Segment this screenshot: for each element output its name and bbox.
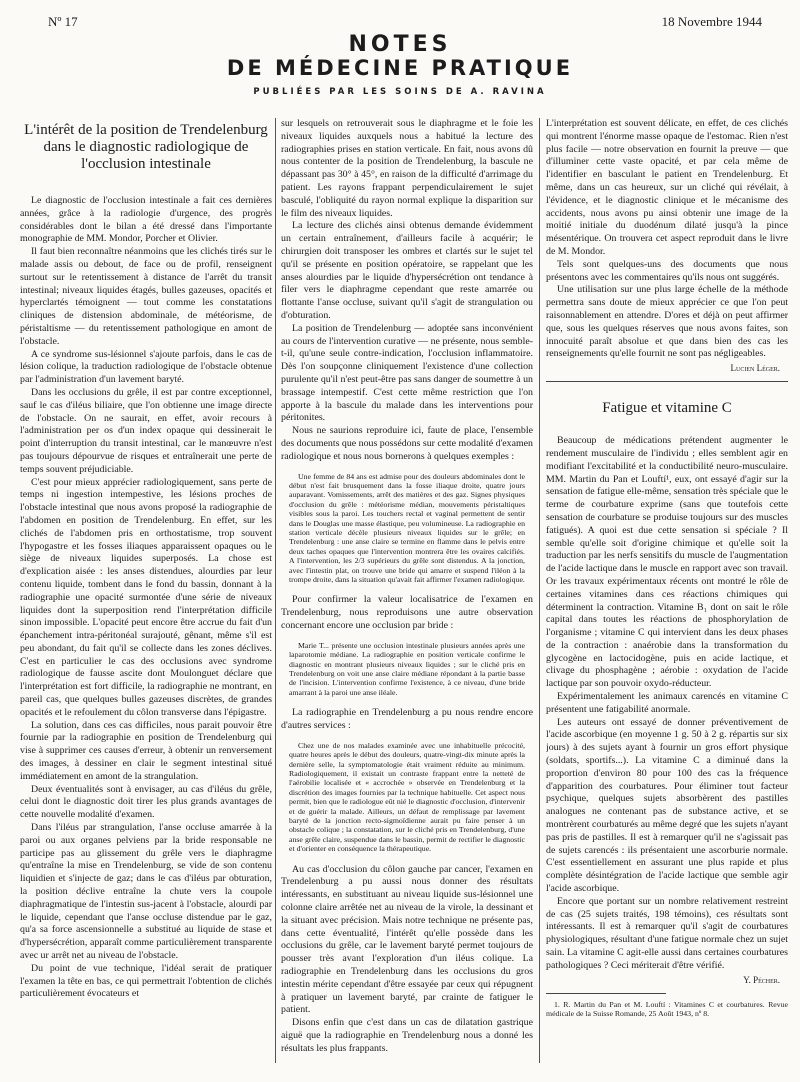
footnote-rule [546,993,666,994]
paragraph: A ce syndrome sus-lésionnel s'ajoute parfois, dans le cas de lésion colique, la traduction radiologique de l'obstacle obtenue par l'administration d'un lavement baryté. [20,348,272,386]
paragraph: L'interprétation est souvent délicate, en effet, de ces clichés qui montrent l'énorme masse opaque de l'estomac. Rien n'est plus facile — notre observation en fournit la preuve — que d'illuminer cette vaste opacité, et par cela même de l'identifier en basculant le patient en Trendelenburg. Et même, dans un cas heureux, sur un cliché qui révélait, à l'évidence, et le diagnostic clinique et le mécanisme des accidents, nous avons pu ainsi obtenir une image de la moitié initiale du duodénum dilaté jusqu'à la pince mésentérique. On trouvera cet aspect reproduit dans le livre de M. Mondor. [546,118,788,257]
paragraph: Disons enfin que c'est dans un cas de dilatation gastrique aiguë que la radiographie en Trendelenburg nous a donné les résultats les plus frappants. [281,1017,533,1054]
paragraph: Le diagnostic de l'occlusion intestinale a fait ces dernières années, grâce à la radiologie d'urgence, des progrès considérables dont le bilan a été dressé dans l'importante monographie de MM. Mondor, Porcher et Olivier. [20,195,272,245]
column-3 [546,118,788,1068]
footnote: 1. R. Martin du Pan et M. Louftí : Vitamines C et courbatures. Revue médicale de la Suisse Romande, 25 Août 1943, nº 8. [546,999,788,1019]
case-report: Marie T... présente une occlusion intestinale plusieurs années après une laparotomie médiane. La radiographie en position verticale confirme le diagnostic en montrant plusieurs niveaux liquides ; sur le cliché pris en Trendelenburg on voit une anse claire médiane répondant à la partie basse de l'incision. L'intervention confirme l'existence, à ce niveau, d'une bride amarrant à la paroi une anse iléale. [289,640,525,697]
section-rule [546,381,788,382]
paragraph: Une utilisation sur une plus large échelle de la méthode permettra sans doute de mieux apprécier ce que l'on peut raisonnablement en attendre. D'ores et déjà on peut affirmer que, sous les quelques réserves que nous avons faites, son innocuité paraît absolue et que dans bien des cas les renseignements qu'elle fournit ne sont pas négligeables. [546,284,788,360]
masthead-subtitle: PUBLIÉES PAR LES SOINS DE A. RAVINA [253,87,547,97]
paragraph: Du point de vue technique, l'idéal serait de pratiquer l'examen la tête en bas, ce qui permettrait l'obtention de clichés particulièrement évocateurs et [20,962,272,1000]
masthead-title-line1: NOTES [348,32,452,57]
article-title: L'intérêt de la position de Trendelenburg dans le diagnostic radiologique de l'occlusion intestinale [24,122,268,172]
issue-number: Nº 17 [48,14,78,29]
column-2 [281,118,533,1068]
author-signature: Lucien Léger. [730,363,780,374]
paragraph: C'est pour mieux apprécier radiologiquement, sans perte de temps ni ingestion intempestive, les lésions proches de l'obstacle intestinal que nous avons proposé la radiographie de l'abdomen en position de Trendelenburg. En effet, sur les clichés de l'abdomen pris en orthostatisme, trop souvent l'hypogastre et les fosses iliaques apparaissent opaques ou le siège de niveaux liquides superposés. La chose est d'explication aisée : les anses distendues, alourdies par leur contenu liquide, tombent dans le fond du bassin, donnant à la radiographie une opacité surmontée d'une série de niveaux liquides dont la superposition rend l'interprétation difficile sinon impossible. L'opacité peut encore être accrue du fait d'un épanchement intra-péritonéal surajouté, gênant, même s'il est peu abondant, du fait qu'il se collecte dans les zones déclives. C'est en particulier le cas des occlusions avec syndrome radiologique de fausse ascite dont Moulonguet déclare que l'interprétation est fort difficile, la radiographie ne montrant, en pareil cas, que quelques bulles gazeuses discrètes, de grandes opacités et le refoulement du côlon transverse dans l'épigastre. [20,476,272,718]
issue-date: 18 Novembre 1944 [661,14,762,29]
author-signature: Y. Pécher. [743,974,780,985]
paragraph: Dans l'iléus par strangulation, l'anse occluse amarrée à la paroi ou aux organes pelviens par la bride responsable ne participe pas au glissement du grêle vers le diaphragme qu'entraîne la mise en Trendelenburg, se vide de son contenu liquidien et s'injecte de gaz; dans le cas d'iléus par obturation, la position déclive entraîne la chute vers la coupole diaphragmatique de l'intestin sus-jacent à l'obstacle, alourdi par le liquide, cependant que l'anse occluse distendue par le gaz, qu'a sa force ascensionnelle a substitué au liquide de stase et d'hypersécrétion, apparaît comme particulièrement transparente avec ur arrêt net au niveau de l'obstacle. [20,822,272,962]
masthead-title-line2: DE MÉDECINE PRATIQUE [226,56,574,80]
column-divider [539,118,540,1063]
paragraph: Expérimentalement les animaux carencés en vitamine C présentent une fatigabilité anormale. [546,691,788,715]
paragraph: Nous ne saurions reproduire ici, faute de place, l'ensemble des documents que nous possédons sur cette modalité d'examen radiologique et nous nous bornerons à quelques exemples : [281,425,533,462]
paragraph: La lecture des clichés ainsi obtenus demande évidemment un certain entraînement, d'ailleurs facile à acquérir; le chirurgien doit transposer les ombres et clartés sur le sujet tel qu'il se présente en position opératoire, se rappelant que les anses alourdies par le liquide d'hypersécrétion ont tendance à filer vers le diaphragme cependant que reste amarrée ou flottante l'anse occluse, suivant qu'il s'agit de strangulation ou d'obturation. [281,220,533,321]
column-1 [20,118,272,1068]
paragraph: Tels sont quelques-uns des documents que nous présentons avec les commentaires qu'ils nous ont suggérés. [546,258,788,283]
article-title: Fatigue et vitamine C [602,400,732,417]
paragraph: La position de Trendelenburg — adoptée sans inconvénient au cours de l'intervention curative — ne présente, nous semble-t-il, qu'une seule contre-indication, l'occlusion inflammatoire. Dès l'on soupçonne cliniquement l'existence d'une collection purulente qu'il n'est peut-être pas sans danger de soumettre à un brassage intempestif. C'est cette même restriction que l'on apporte à la bascule du malade dans les interventions pour péritonites. [281,322,533,424]
paragraph: Pour confirmer la valeur localisatrice de l'examen en Trendelenburg, nous reproduisons une autre observation concernant encore une occlusion par bride : [281,594,533,631]
paragraph: La radiographie en Trendelenburg a pu nous rendre encore d'autres services : [281,707,533,732]
column-divider [275,118,276,1063]
paragraph: Il faut bien reconnaître néanmoins que les clichés tirés sur le malade assis ou debout, de face ou de profil, renseignent surtout sur le retentissement à distance de l'arrêt du transit intestinal; niveaux liquides étagés, bulles gazeuses, opacités et hyperclartés témoignent — tout comme les constatations cliniques de distension abdominale, de météorisme, de péristaltisme — du retentissement pathologique en amont de l'obstacle. [20,246,272,347]
paragraph: Beaucoup de médications prétendent augmenter le rendement musculaire de l'individu ; elles semblent agir en modifiant l'excitabilité et la conductibilité neuro-musculaire. MM. Martin du Pan et Louftí¹, eux, ont essayé d'agir sur la sensation de fatigue elle-même, sensation très spéciale que le terme de courbature exprime (sans que toutefois cette sensation de courbature se produise toujours sur des muscles fatigués). A quoi est due cette sensation si spéciale ? Il semble qu'elle soit d'origine chimique et qu'elle soit la traduction par les nerfs sensitifs du muscle de l'augmentation de l'acide lactique dans le muscle en rapport avec son travail. Or les travaux expérimentaux récents ont montré le rôle de certaines vitamines dans ces réactions chimiques qui déterminent la contraction. Vitamine B₁ dont on sait le rôle capital dans toutes les réactions de phosphorylation de l'organisme ; vitamine C qui intervient dans les deux phases de la contraction : anaérobie dans la transformation du glycogène en lactocidogène, puis en acide lactique, et clivage du phosphagène ; aérobie : oxydation de l'acide lactique par son pouvoir oxydo-réducteur. [546,435,788,690]
paragraph: Dans les occlusions du grêle, il est par contre exceptionnel, sauf le cas d'iléus biliaire, que l'on obtienne une image directe de l'obstacle. On ne saurait, en effet, avoir recours à l'administration per os d'un index opaque qui dessinerait le point d'interruption du transit intestinal, car le manœuvre n'est pas toujours dépourvue de risques et entraînerait une perte de temps souvent préjudiciable. [20,386,272,475]
case-report: Une femme de 84 ans est admise pour des douleurs abdominales dont le début n'est fait brusquement dans la fosse iliaque droite, quatre jours auparavant. Vomissements, arrêt des matières et des gaz. Signes physiques d'occlusion du grêle : météorisme médian, mouvements péristaltiques visibles sous la paroi. Les touchers rectal et vaginal permettent de sentir dans le Douglas une masse élastique, peu volumineuse. La radiographie en station verticale décèle plusieurs niveaux liquides sur le grêle; en Trendelenburg : une anse claire se termine en flamme dans le pelvis entre deux taches opaques que l'intervention montrera être les ovaires calcifiés. A l'intervention, les 2/3 supérieurs du grêle sont distendus. A la jonction, avec l'intestin plat, on trouve une bride qui amarre et suspend l'iléon à la trompe droite, dans la situation qu'avait fait affirmer l'examen radiologique. [289,471,525,584]
paragraph: sur lesquels on retrouverait sous le diaphragme et le foie les niveaux liquides auxquels nous a habitué la lecture des radiographies prises en station verticale. En fait, nous avons dû nous contenter de la position de Trendelenburg, la bascule ne dépassant pas 30° à 45°, en raison de la difficulté d'arrimage du patient. Les rayons frappant perpendiculairement le sujet basculé, l'obliquité du rayon normal explique la disparition sur le film des niveaux liquides. [281,118,533,219]
paragraph: Au cas d'occlusion du côlon gauche par cancer, l'examen en Trendelenburg a pu aussi nous donner des résultats intéressants, en substituant au niveau liquide sus-lésionnel une colonne claire arrêtée net au niveau de la virole, la dessinant et la situant avec précision. Mais notre technique ne présente pas, dans cette éventualité, l'intérêt qu'elle possède dans les occlusions du grêle, car le lavement baryté permet toujours de pousser très avant l'exploration d'un iléus colique. La radiographie en Trendelenburg dans les occlusions du gros intestin mérite cependant d'être essayée par ceux qui répugnent à pratiquer un lavement baryté, par crainte de fatiguer le patient. [281,863,533,1016]
paragraph: La solution, dans ces cas difficiles, nous parait pouvoir être fournie par la radiographie en position de Trendelenburg qui vise à supprimer ces causes d'erreur, à obtenir un renversement des images, à dessiner en clair le segment intestinal situé immédiatement en amont de la strangulation. [20,719,272,782]
paragraph: Deux éventualités sont à envisager, au cas d'iléus du grêle, celui dont le diagnostic doit tirer les plus grands avantages de cette nouvelle modalité d'examen. [20,783,272,821]
case-report: Chez une de nos malades examinée avec une inhabituelle précocité, quatre heures après le début des douleurs, quatre-vingt-dix minute après la dernière selle, la symptomatologie était vraiment réduite au minimum. Radiologiquement, il existait un contraste frappant entre la netteté de l'aérobilie localisée et « accrochée » observée en Trendelenburg et la discrétion des images fournies par la technique habituelle. Cet aspect nous permit, bien que le radiologue eût nié le diagnostic d'occlusion, d'intervenir et de guérir la malade. Ailleurs, un défaut de remplissage par lavement baryté de la jonction recto-sigmoïdienne aurait pu faire penser à un obstacle colique ; la constatation, sur le cliché pris en Trendelenburg, d'une anse grêle claire, suspendue dans le bassin, permit de rectifier le diagnostic et d'orienter en conséquence la thérapeutique. [289,740,525,854]
paragraph: Encore que portant sur un nombre relativement restreint de cas (25 sujets traités, 198 témoins), ces résultats sont intéressants. Il est à remarquer qu'il s'agit de courbatures physiologiques, résultant d'une fatigue normale chez un sujet sain. La vitamine C agit-elle aussi dans certaines courbatures pathologiques ? Ceci mériterait d'être vérifié. [546,895,788,971]
paragraph: Les auteurs ont essayé de donner préventivement de l'acide ascorbique (en moyenne 1 g. 50 à 2 g. répartis sur six jours) à des sujets ayant à fournir un gros effort physique (soldats, sportifs...). La vitamine C a diminué dans la proportion d'environ 80 pour 100 des cas la fréquence d'apparition des courbatures. Pour éliminer tout facteur psychique, quelques sujets absorbèrent des pastilles analogues ne contenant pas de substance active, et se montrèrent courbaturés au même degré que les sujets n'ayant pas pris de pastilles. Il est à remarquer qu'il ne s'agissait pas de sujets carencés : ils présentaient une ascorburie normale. C'est essentiellement en assurant une plus rapide et plus complète désintégration de l'acide lactique que semble agir l'acide ascorbique. [546,716,788,895]
